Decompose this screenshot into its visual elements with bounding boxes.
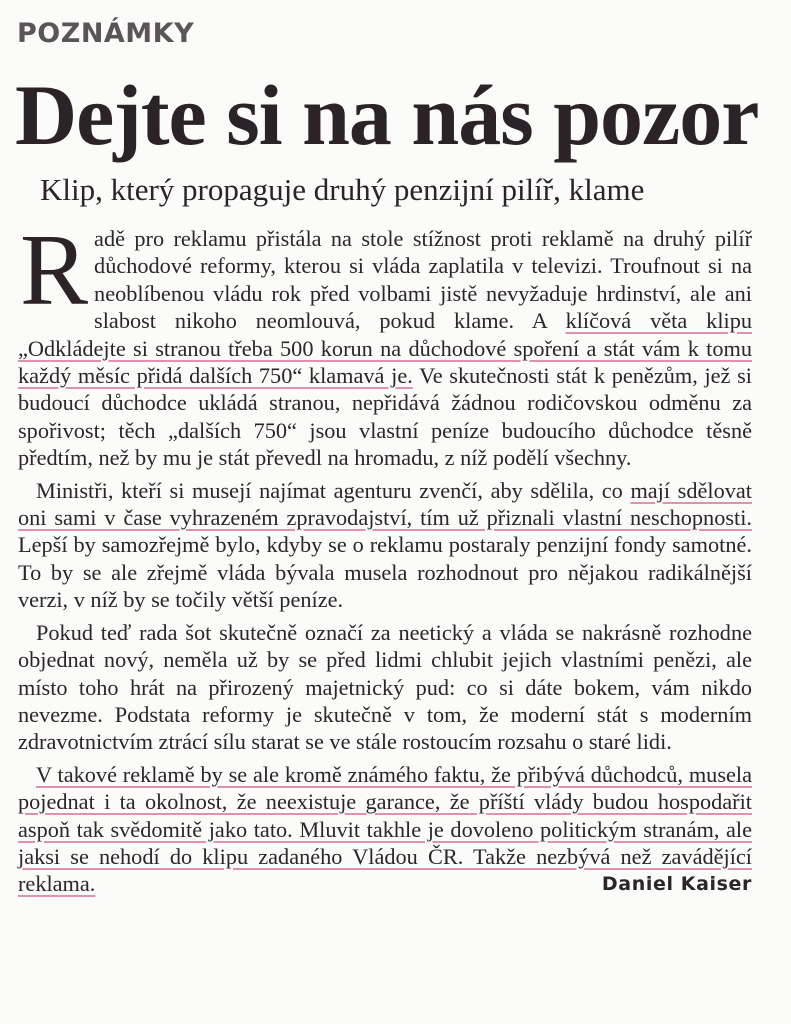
author-byline: Daniel Kaiser [601,873,752,896]
paragraph-1 [18,214,753,472]
headline: Dejte si na nás pozor [15,67,759,163]
article-body [18,214,753,903]
paragraph-4 [18,761,752,898]
highlighted-conclusion: V takové reklamě by se ale kromě známého faktu, že přibývá důchodců, musela pojednat i ta okolnost, že neexistuje garance, že příští vlády budou hospodařit aspoň tak svědomitě jako tato. Mluvit takhle je dovoleno politickým stranám, ale jaksi se nehodí do klipu zadaného Vládou ČR. Takže nezbývá než zavádějící reklama. [18,761,752,897]
paragraph-3: Pokud teď rada šot skutečně označí za neetický a vláda se nakrásně rozhodne objednat nový, neměla už by se před lidmi chlubit jejich vlastními penězi, ale místo toho hrát na přirozený majetnický pud: co si dáte bokem, vám nikdo nevezme. Podstata reformy je skutečně v tom, že moderní stát s moderním zdravotnictvím ztrácí sílu starat se ve stále rostoucím rozsahu o staré lidi. [18,619,752,755]
paragraph-1-lead: adě pro reklamu přistála na stole stížnost proti reklamě na druhý pilíř důchodové reformy, kterou si vláda zaplatila v televizi. Troufnout si na neoblíbenou vládu rok před volbami jistě nevyžaduje hrdinství, ale ani slabost nikoho neomlouvá, pokud klame. A [94,226,752,334]
section-label: POZNÁMKY [17,18,195,49]
drop-cap: R [20,214,89,327]
paragraph-2-tail: Lepší by samozřejmě bylo, kdyby se o reklamu postaraly penzijní fondy samotné. To by se ale zřejmě vláda bývala musela rozhodnout pro nějakou radikálnější verzi, v níž by se točily větší peníze. [18,532,752,613]
subtitle: Klip, který propaguje druhý penzijní pilíř, klame [40,172,645,207]
highlighted-statement: mají sdělovat oni sami v čase vyhrazeném zpravodajství, tím už přiznali vlastní neschopnosti. [18,477,752,531]
highlighted-quote: klíčová věta klipu „Odkládejte si stranou třeba 500 korun na důchodové spoření a stát vám k tomu každý měsíc přidá dalších 750“ klamavá je. [18,308,753,389]
paragraph-2 [18,477,752,614]
paragraph-2-lead: Ministři, kteří si musejí najímat agenturu zvenčí, aby sdělila, co [36,477,631,503]
paragraph-1-tail: Ve skutečnosti stát k penězům, jež si budoucí důchodce ukládá stranou, nepřidává žádnou rodičovskou odměnu za spořivost; těch „dalších 750“ jsou vlastní peníze budoucího důchodce těsně předtím, než by mu je stát převedl na hromadu, z níž podělí všechny. [18,363,752,471]
